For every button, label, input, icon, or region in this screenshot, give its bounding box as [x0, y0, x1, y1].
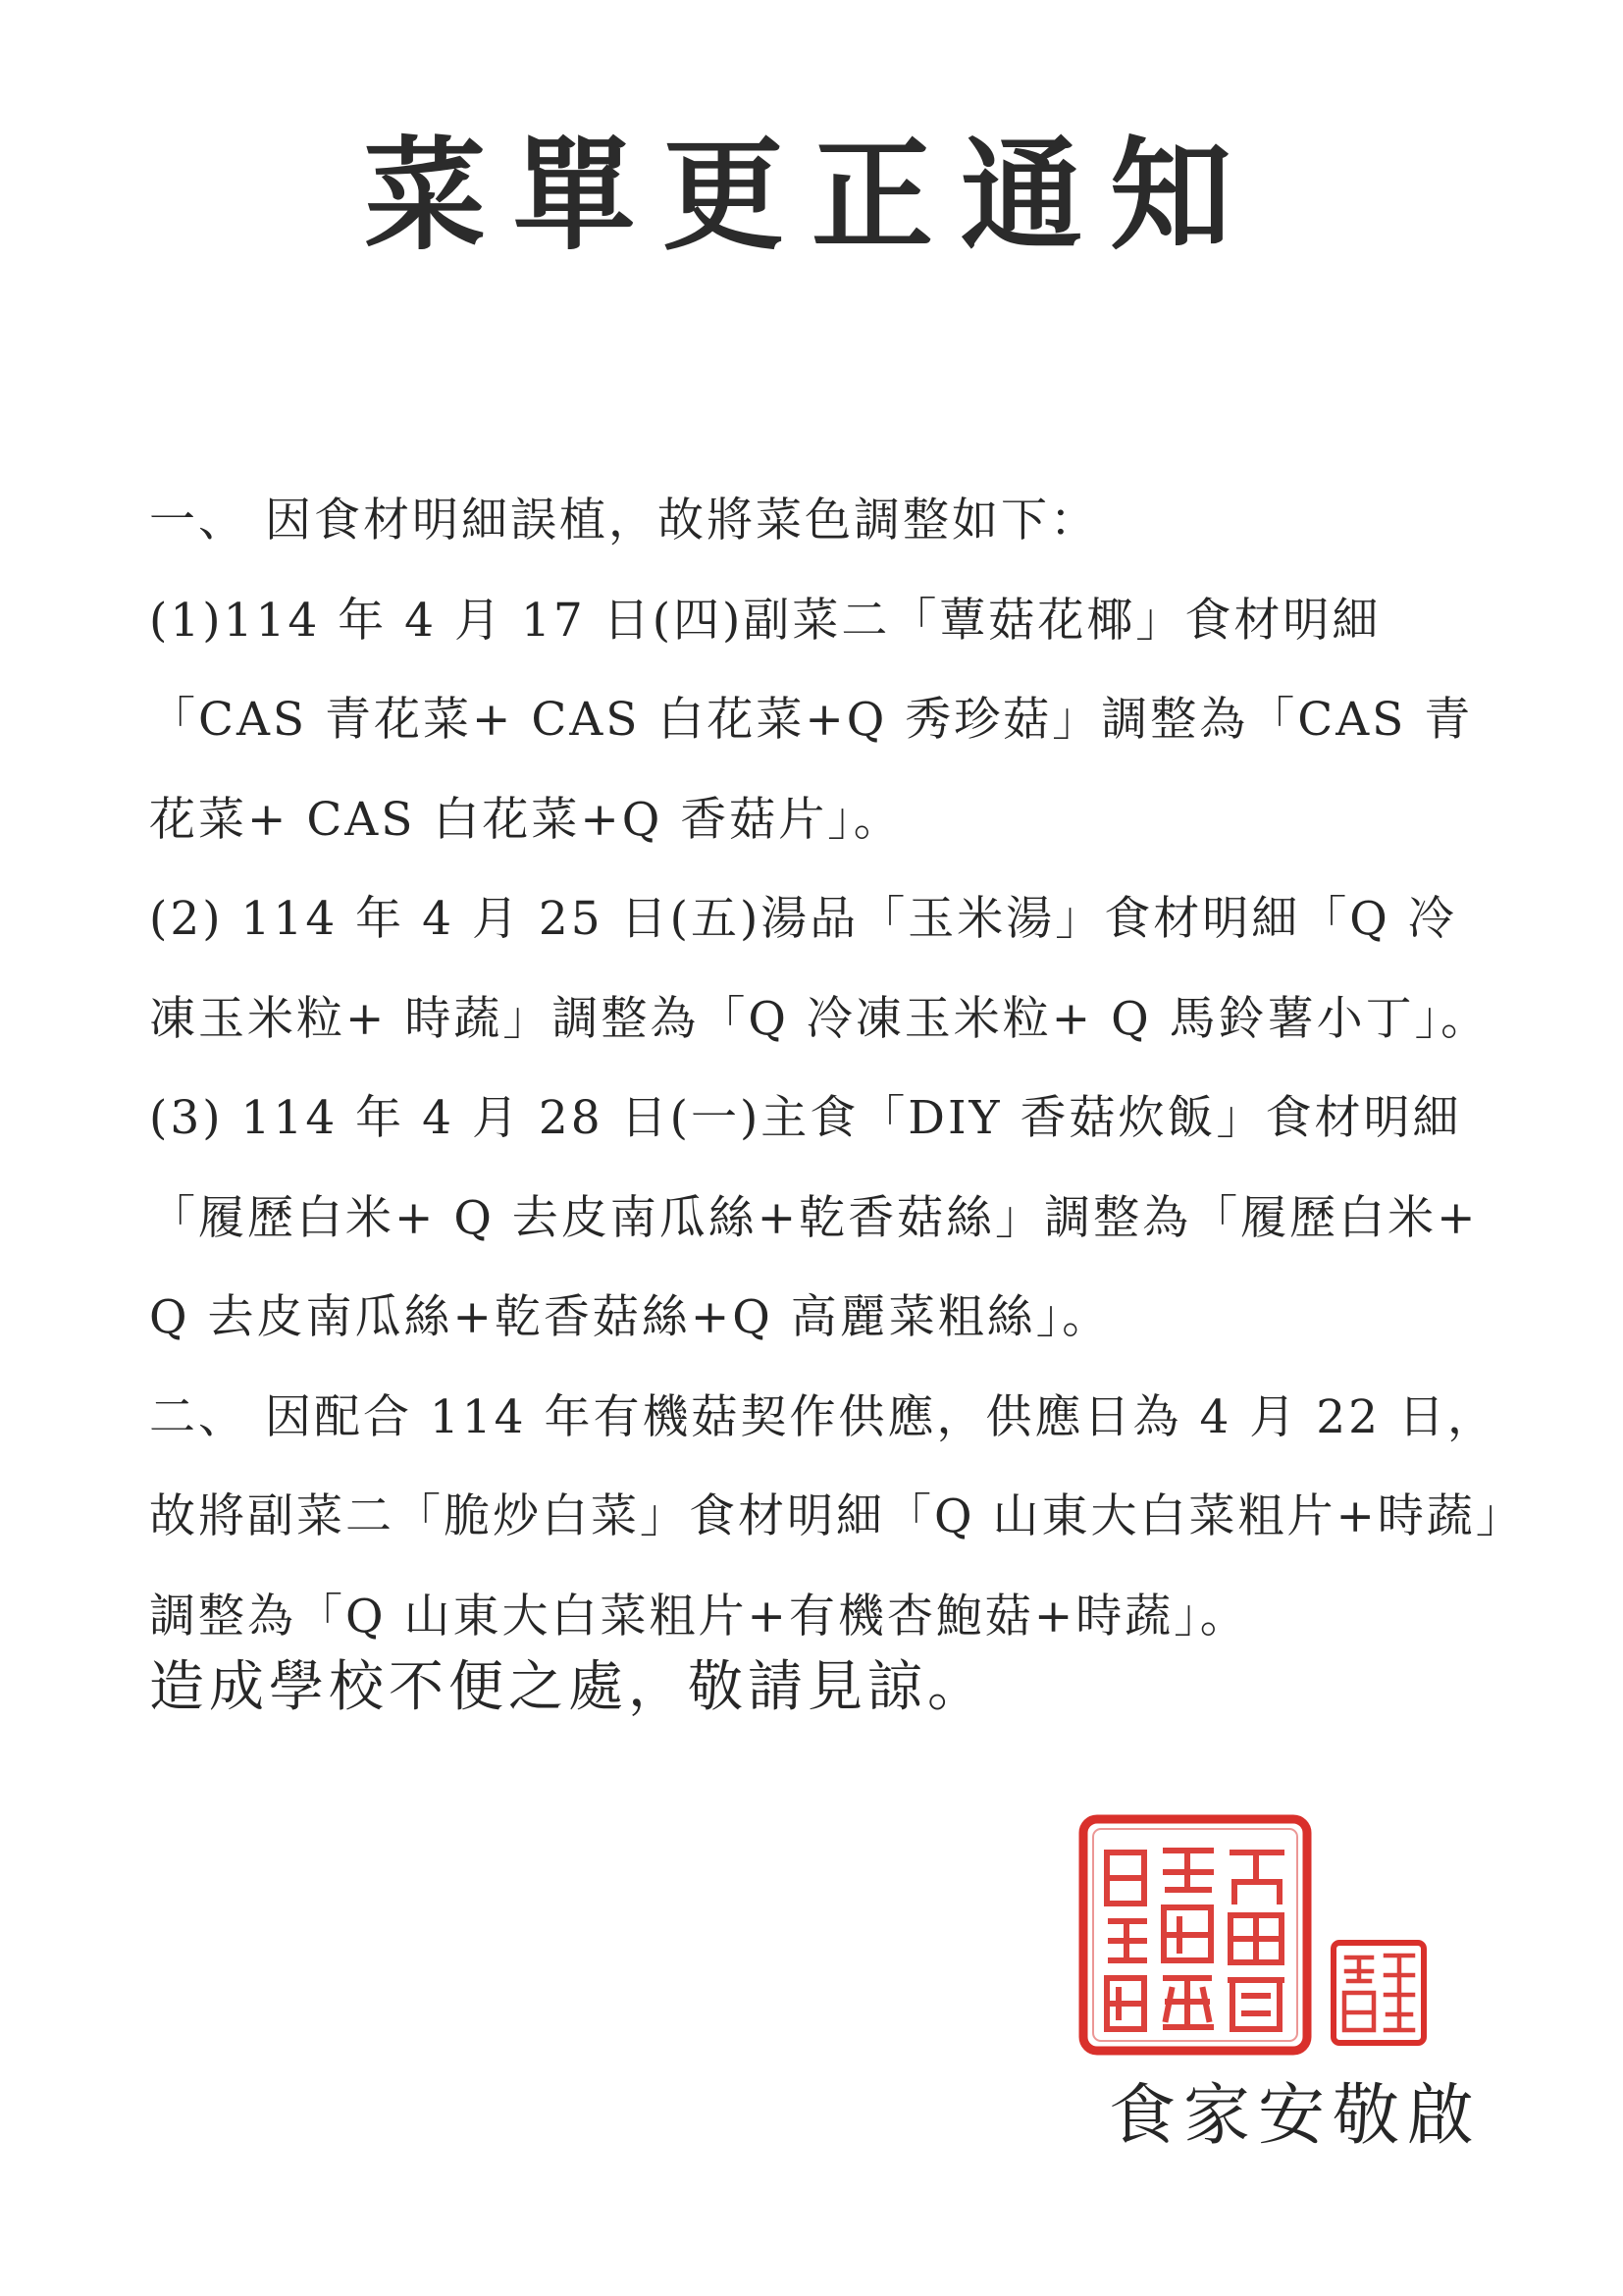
notice-body [149, 471, 1503, 1666]
paragraph-section-one-intro: 一、 因食材明細誤植，故將菜色調整如下： [149, 494, 1099, 548]
paragraph-item-3: (3) 114 年 4 月 28 日(一)主食「DIY 香菇炊飯」食材明細「履歷白米+ Q 去皮南瓜絲+乾香菇絲」調整為「履歷白米+ Q 去皮南瓜絲+乾香菇絲+Q 高麗菜粗絲」。 [149, 1091, 1479, 1344]
notice-title: 菜單更正通知 [363, 125, 1259, 267]
paragraph-item-2: (2) 114 年 4 月 25 日(五)湯品「玉米湯」食材明細「Q 冷凍玉米粒+ 時蔬」調整為「Q 冷凍玉米粒+ Q 馬鈴薯小丁」。 [149, 892, 1491, 1046]
closing-apology: 造成學校不便之處，敬請見諒。 [149, 1655, 987, 1719]
signature-sender: 食家安敬啟 [1109, 2077, 1483, 2155]
paragraph-section-two: 二、 因配合 114 年有機菇契作供應，供應日為 4 月 22 日，故將副菜二「脆炒白菜」食材明細「Q 山東大白菜粗片+時蔬」調整為「Q 山東大白菜粗片+有機杏鮑菇+時蔬」。 [149, 1389, 1502, 1644]
company-seal-stamp [1077, 1813, 1313, 2057]
personal-seal-stamp [1329, 1938, 1429, 2048]
paragraph-item-1: (1)114 年 4 月 17 日(四)副菜二「蕈菇花椰」食材明細「CAS 青花菜+ CAS 白花菜+Q 秀珍菇」調整為「CAS 青花菜+ CAS 白花菜+Q 香菇片」。 [149, 593, 1474, 847]
